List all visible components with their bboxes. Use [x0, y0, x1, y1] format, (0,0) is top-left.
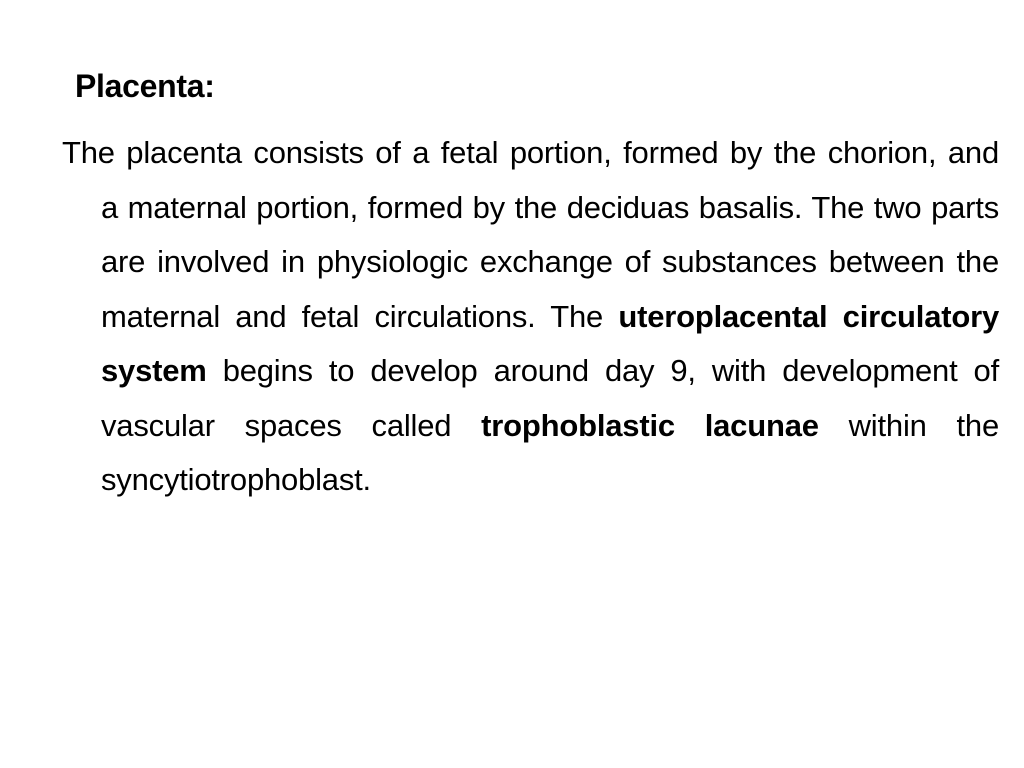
body-text-part-3: within the syncytiotrophoblast. — [101, 407, 999, 497]
slide-title: Placenta: — [75, 68, 215, 104]
slide-body-paragraph — [62, 126, 999, 508]
body-text-part-2: begins to develop around day 9, with development of vascular spaces called — [101, 353, 999, 443]
body-text-part-1: The placenta consists of a fetal portion, formed by the chorion, and a maternal portion, formed by the deciduas basalis. The two parts are involved in physiologic exchange of substances between the maternal and fetal circulations. The — [62, 135, 999, 334]
term-uteroplacental-circulatory-system: uteroplacental circulatory system — [101, 298, 999, 388]
term-trophoblastic-lacunae: trophoblastic lacunae — [481, 407, 819, 443]
